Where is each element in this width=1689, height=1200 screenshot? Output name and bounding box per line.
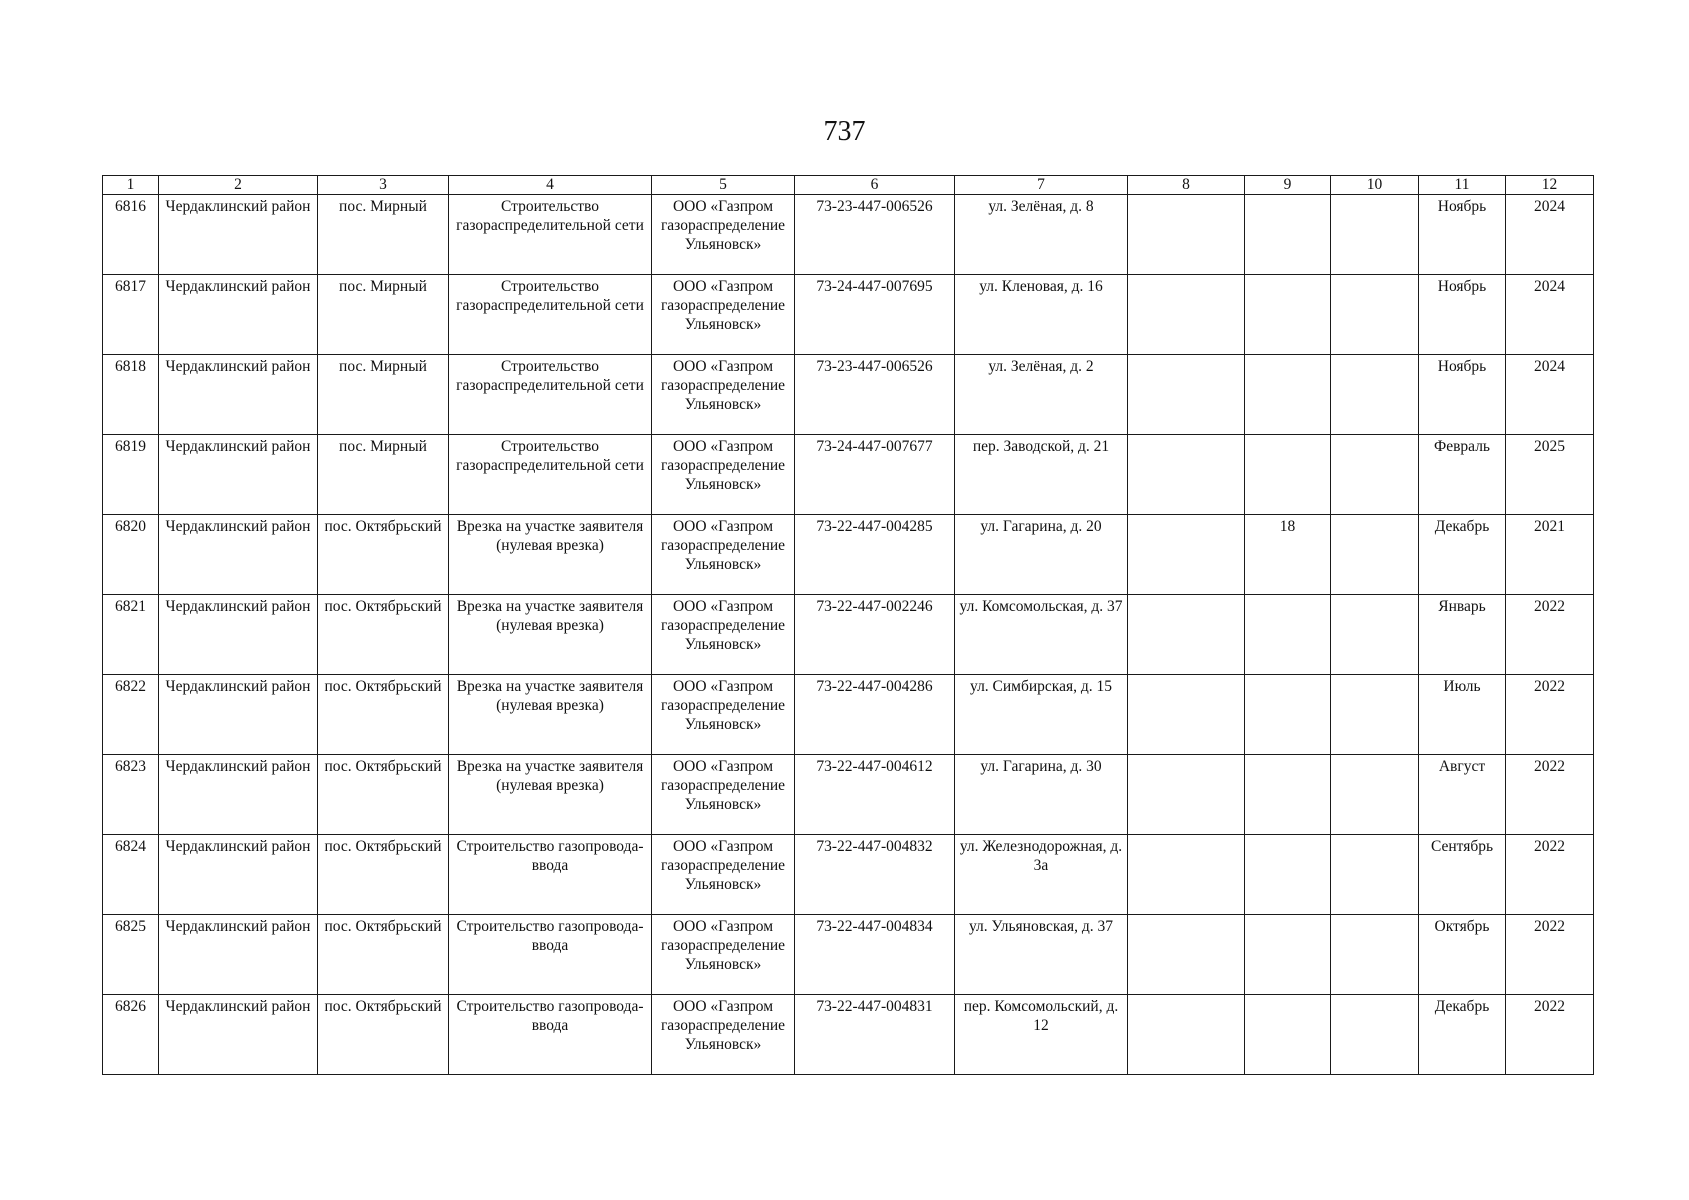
code-cell: 73-22-447-004832 — [795, 835, 955, 915]
code-cell: 73-23-447-006526 — [795, 355, 955, 435]
code-cell: 73-22-447-004612 — [795, 755, 955, 835]
column-header: 5 — [652, 176, 795, 195]
col10-cell — [1331, 835, 1419, 915]
column-header: 6 — [795, 176, 955, 195]
district-cell: Чердаклинский район — [159, 595, 318, 675]
month-cell: Сентябрь — [1419, 835, 1506, 915]
col9-cell — [1245, 195, 1331, 275]
month-cell: Август — [1419, 755, 1506, 835]
year-cell: 2025 — [1506, 435, 1594, 515]
address-cell: пер. Заводской, д. 21 — [955, 435, 1128, 515]
col10-cell — [1331, 195, 1419, 275]
month-cell: Июль — [1419, 675, 1506, 755]
col9-cell: 18 — [1245, 515, 1331, 595]
col9-cell — [1245, 995, 1331, 1075]
month-cell: Январь — [1419, 595, 1506, 675]
settlement-cell: пос. Мирный — [318, 435, 449, 515]
col10-cell — [1331, 675, 1419, 755]
year-cell: 2024 — [1506, 275, 1594, 355]
district-cell: Чердаклинский район — [159, 355, 318, 435]
year-cell: 2022 — [1506, 915, 1594, 995]
month-cell: Ноябрь — [1419, 275, 1506, 355]
address-cell: ул. Гагарина, д. 30 — [955, 755, 1128, 835]
col8-cell — [1128, 835, 1245, 915]
settlement-cell: пос. Мирный — [318, 195, 449, 275]
district-cell: Чердаклинский район — [159, 995, 318, 1075]
col8-cell — [1128, 195, 1245, 275]
settlement-cell: пос. Октябрьский — [318, 835, 449, 915]
column-number-row — [103, 176, 1594, 195]
col10-cell — [1331, 915, 1419, 995]
code-cell: 73-22-447-004831 — [795, 995, 955, 1075]
year-cell: 2022 — [1506, 995, 1594, 1075]
work-type-cell: Врезка на участке заявителя (нулевая врезка) — [449, 595, 652, 675]
organization-cell: ООО «Газпром газораспределение Ульяновск» — [652, 435, 795, 515]
address-cell: ул. Симбирская, д. 15 — [955, 675, 1128, 755]
row-number: 6819 — [103, 435, 159, 515]
year-cell: 2024 — [1506, 195, 1594, 275]
organization-cell: ООО «Газпром газораспределение Ульяновск» — [652, 595, 795, 675]
month-cell: Февраль — [1419, 435, 1506, 515]
table-row — [103, 355, 1594, 435]
col8-cell — [1128, 995, 1245, 1075]
address-cell: пер. Комсомольский, д. 12 — [955, 995, 1128, 1075]
year-cell: 2021 — [1506, 515, 1594, 595]
district-cell: Чердаклинский район — [159, 275, 318, 355]
row-number: 6818 — [103, 355, 159, 435]
year-cell: 2022 — [1506, 755, 1594, 835]
code-cell: 73-22-447-002246 — [795, 595, 955, 675]
code-cell: 73-22-447-004285 — [795, 515, 955, 595]
district-cell: Чердаклинский район — [159, 755, 318, 835]
organization-cell: ООО «Газпром газораспределение Ульяновск» — [652, 995, 795, 1075]
organization-cell: ООО «Газпром газораспределение Ульяновск» — [652, 915, 795, 995]
column-header: 12 — [1506, 176, 1594, 195]
district-cell: Чердаклинский район — [159, 915, 318, 995]
year-cell: 2024 — [1506, 355, 1594, 435]
register-table — [102, 175, 1594, 1075]
col8-cell — [1128, 915, 1245, 995]
work-type-cell: Строительство газораспределительной сети — [449, 355, 652, 435]
page-number: 737 — [823, 116, 866, 147]
work-type-cell: Строительство газораспределительной сети — [449, 435, 652, 515]
settlement-cell: пос. Мирный — [318, 275, 449, 355]
work-type-cell: Врезка на участке заявителя (нулевая врезка) — [449, 675, 652, 755]
code-cell: 73-22-447-004286 — [795, 675, 955, 755]
settlement-cell: пос. Октябрьский — [318, 995, 449, 1075]
col8-cell — [1128, 595, 1245, 675]
col9-cell — [1245, 755, 1331, 835]
column-header: 1 — [103, 176, 159, 195]
col10-cell — [1331, 595, 1419, 675]
month-cell: Декабрь — [1419, 995, 1506, 1075]
code-cell: 73-24-447-007677 — [795, 435, 955, 515]
settlement-cell: пос. Мирный — [318, 355, 449, 435]
code-cell: 73-22-447-004834 — [795, 915, 955, 995]
district-cell: Чердаклинский район — [159, 515, 318, 595]
col8-cell — [1128, 755, 1245, 835]
work-type-cell: Строительство газопровода-ввода — [449, 915, 652, 995]
col10-cell — [1331, 355, 1419, 435]
work-type-cell: Строительство газопровода-ввода — [449, 835, 652, 915]
col9-cell — [1245, 275, 1331, 355]
col10-cell — [1331, 515, 1419, 595]
column-header: 8 — [1128, 176, 1245, 195]
organization-cell: ООО «Газпром газораспределение Ульяновск» — [652, 355, 795, 435]
code-cell: 73-24-447-007695 — [795, 275, 955, 355]
column-header: 9 — [1245, 176, 1331, 195]
year-cell: 2022 — [1506, 675, 1594, 755]
col9-cell — [1245, 595, 1331, 675]
address-cell: ул. Комсомольская, д. 37 — [955, 595, 1128, 675]
column-header: 10 — [1331, 176, 1419, 195]
row-number: 6821 — [103, 595, 159, 675]
col10-cell — [1331, 995, 1419, 1075]
row-number: 6823 — [103, 755, 159, 835]
address-cell: ул. Кленовая, д. 16 — [955, 275, 1128, 355]
col9-cell — [1245, 355, 1331, 435]
organization-cell: ООО «Газпром газораспределение Ульяновск» — [652, 515, 795, 595]
row-number: 6822 — [103, 675, 159, 755]
settlement-cell: пос. Октябрьский — [318, 595, 449, 675]
address-cell: ул. Ульяновская, д. 37 — [955, 915, 1128, 995]
col8-cell — [1128, 435, 1245, 515]
row-number: 6826 — [103, 995, 159, 1075]
work-type-cell: Врезка на участке заявителя (нулевая врезка) — [449, 515, 652, 595]
organization-cell: ООО «Газпром газораспределение Ульяновск» — [652, 195, 795, 275]
col8-cell — [1128, 515, 1245, 595]
settlement-cell: пос. Октябрьский — [318, 915, 449, 995]
settlement-cell: пос. Октябрьский — [318, 755, 449, 835]
column-header: 2 — [159, 176, 318, 195]
organization-cell: ООО «Газпром газораспределение Ульяновск» — [652, 275, 795, 355]
table-row — [103, 275, 1594, 355]
col10-cell — [1331, 755, 1419, 835]
row-number: 6825 — [103, 915, 159, 995]
table-row — [103, 595, 1594, 675]
organization-cell: ООО «Газпром газораспределение Ульяновск» — [652, 675, 795, 755]
district-cell: Чердаклинский район — [159, 435, 318, 515]
col9-cell — [1245, 435, 1331, 515]
organization-cell: ООО «Газпром газораспределение Ульяновск» — [652, 755, 795, 835]
month-cell: Октябрь — [1419, 915, 1506, 995]
work-type-cell: Врезка на участке заявителя (нулевая врезка) — [449, 755, 652, 835]
organization-cell: ООО «Газпром газораспределение Ульяновск» — [652, 835, 795, 915]
column-header: 7 — [955, 176, 1128, 195]
address-cell: ул. Гагарина, д. 20 — [955, 515, 1128, 595]
work-type-cell: Строительство газораспределительной сети — [449, 275, 652, 355]
district-cell: Чердаклинский район — [159, 835, 318, 915]
col10-cell — [1331, 275, 1419, 355]
col9-cell — [1245, 915, 1331, 995]
month-cell: Ноябрь — [1419, 355, 1506, 435]
district-cell: Чердаклинский район — [159, 195, 318, 275]
month-cell: Ноябрь — [1419, 195, 1506, 275]
table-row — [103, 755, 1594, 835]
row-number: 6824 — [103, 835, 159, 915]
code-cell: 73-23-447-006526 — [795, 195, 955, 275]
column-header: 4 — [449, 176, 652, 195]
col8-cell — [1128, 355, 1245, 435]
month-cell: Декабрь — [1419, 515, 1506, 595]
settlement-cell: пос. Октябрьский — [318, 515, 449, 595]
col9-cell — [1245, 675, 1331, 755]
table-row — [103, 835, 1594, 915]
district-cell: Чердаклинский район — [159, 675, 318, 755]
table-row — [103, 435, 1594, 515]
address-cell: ул. Зелёная, д. 2 — [955, 355, 1128, 435]
year-cell: 2022 — [1506, 835, 1594, 915]
table-row — [103, 515, 1594, 595]
col10-cell — [1331, 435, 1419, 515]
table-row — [103, 915, 1594, 995]
address-cell: ул. Зелёная, д. 8 — [955, 195, 1128, 275]
table-row — [103, 675, 1594, 755]
row-number: 6820 — [103, 515, 159, 595]
col8-cell — [1128, 675, 1245, 755]
settlement-cell: пос. Октябрьский — [318, 675, 449, 755]
year-cell: 2022 — [1506, 595, 1594, 675]
col8-cell — [1128, 275, 1245, 355]
column-header: 11 — [1419, 176, 1506, 195]
work-type-cell: Строительство газопровода-ввода — [449, 995, 652, 1075]
work-type-cell: Строительство газораспределительной сети — [449, 195, 652, 275]
table-row — [103, 195, 1594, 275]
row-number: 6816 — [103, 195, 159, 275]
col9-cell — [1245, 835, 1331, 915]
table-row — [103, 995, 1594, 1075]
row-number: 6817 — [103, 275, 159, 355]
column-header: 3 — [318, 176, 449, 195]
address-cell: ул. Железнодорожная, д. 3а — [955, 835, 1128, 915]
